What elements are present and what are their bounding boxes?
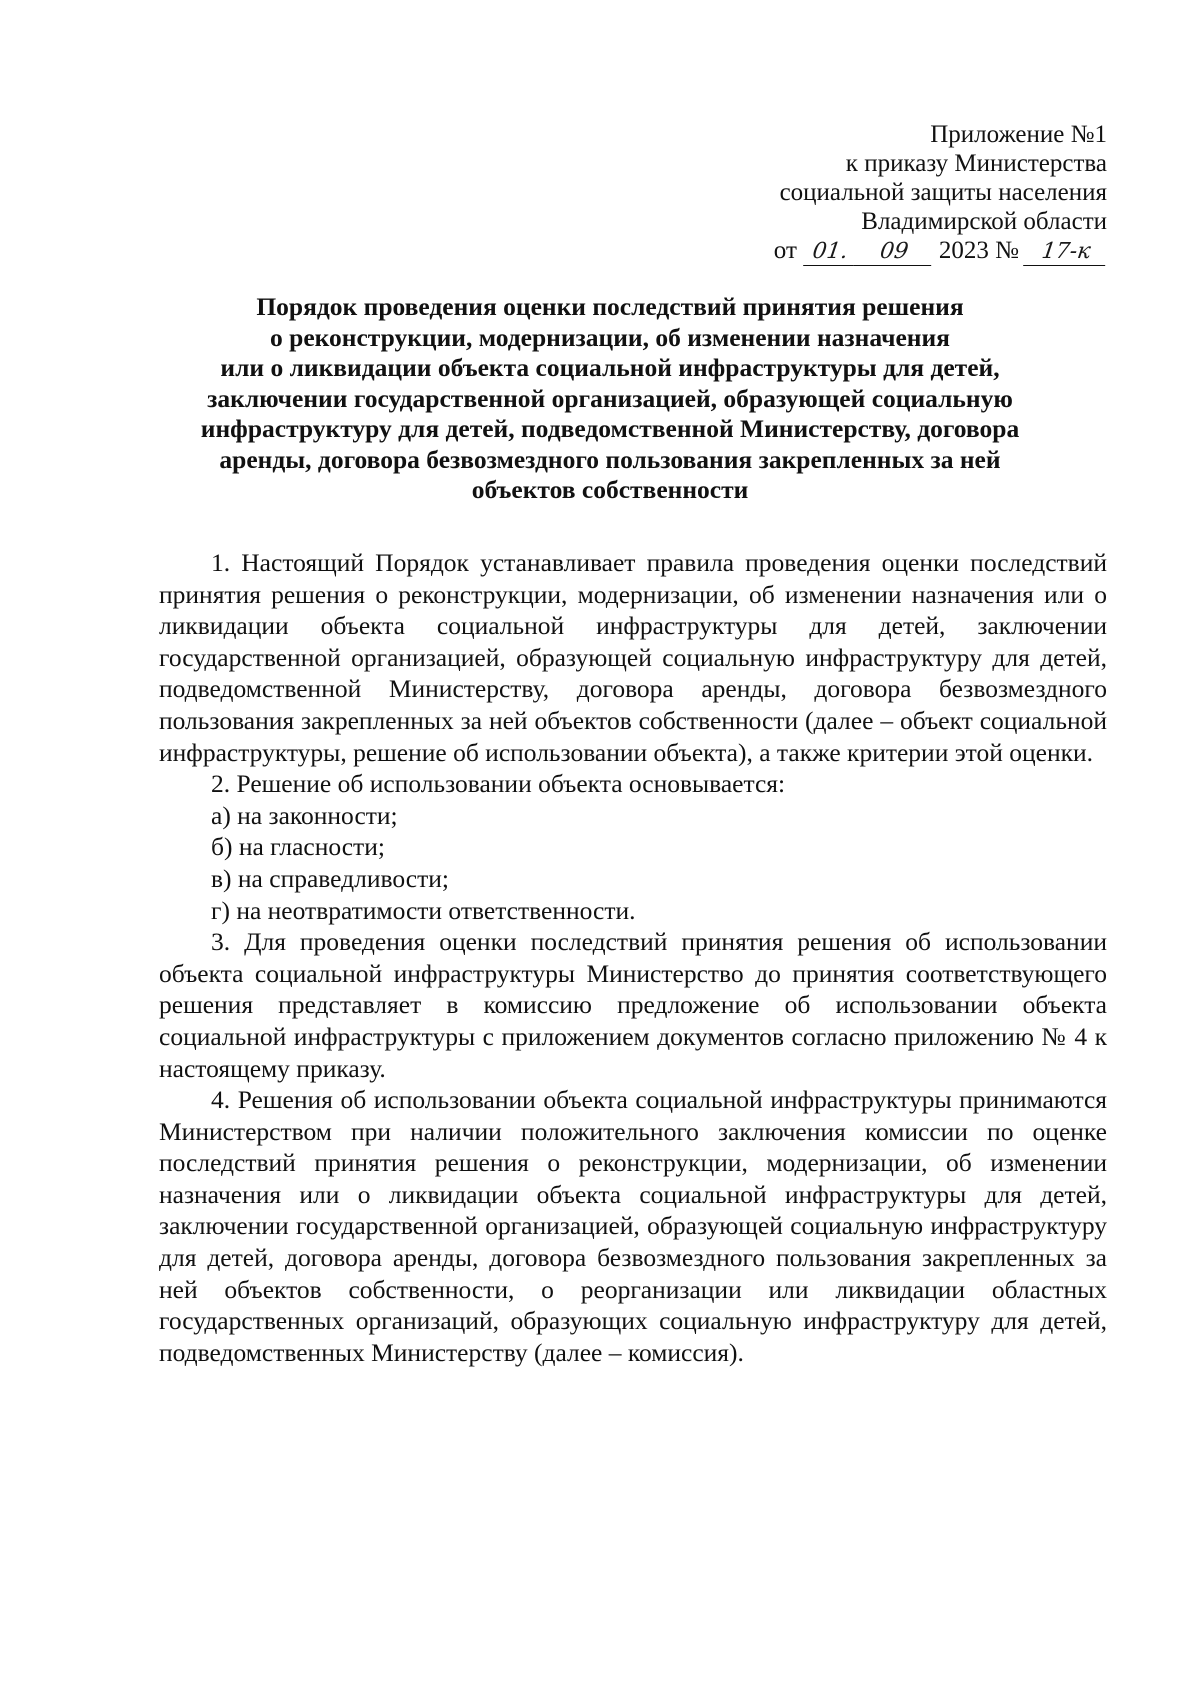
- appendix-ministry: социальной защиты населения: [779, 179, 1107, 206]
- title-line: аренды, договора безвозмездного пользования закрепленных за ней: [219, 444, 1001, 474]
- handwritten-order-number: 17-к: [1023, 239, 1109, 266]
- list-item-b: б) на гласности;: [211, 832, 385, 862]
- list-item-c: в) на справедливости;: [211, 863, 449, 893]
- appendix-order-ref: к приказу Министерства: [845, 150, 1107, 177]
- appendix-region: Владимирской области: [861, 208, 1107, 235]
- title-line: заключении государственной организацией, образующей социальную: [207, 383, 1013, 413]
- handwritten-month: 09: [853, 239, 935, 266]
- appendix-header: [587, 120, 1107, 266]
- handwritten-day: 01.: [803, 239, 857, 266]
- date-year-number-label: 2023 №: [938, 237, 1019, 264]
- list-item-d: г) на неотвратимости ответственности.: [211, 895, 636, 925]
- paragraph-4: 4. Решения об использовании объекта социальной инфраструктуры принимаются Министерством при наличии положительного заключения комиссии по оценке последствий принятия решения о реконструкции, модернизации, об изменении назначения или о ликвидации объекта социальной инфраструктуры для детей, заключении государственной организацией, образующей социальную инфраструктуру для детей, договора аренды, договора безвозмездного пользования закрепленных за ней объектов собственности, о реорганизации или ликвидации областных государственных организаций, образующих социальную инфраструктуру для детей, подведомственных Министерству (далее – комиссия).: [159, 1085, 1107, 1367]
- document-body: [159, 547, 1107, 1368]
- title-line: Порядок проведения оценки последствий принятия решения: [256, 292, 964, 321]
- list-item-a: а) на законности;: [211, 800, 398, 830]
- date-prefix: от: [773, 237, 797, 264]
- title-line: о реконструкции, модернизации, об изменении назначения: [270, 322, 950, 352]
- appendix-date-line: [587, 236, 1107, 266]
- paragraph-1: 1. Настоящий Порядок устанавливает правила проведения оценки последствий принятия решения о реконструкции, модернизации, об изменении назначения или о ликвидации объекта социальной инфраструктуры для детей, заключении государственной организацией, образующей социальную инфраструктуру для детей, подведомственной Министерству, договора аренды, договора безвозмездного пользования закрепленных за ней объектов собственности (далее – объект социальной инфраструктуры, решение об использовании объекта), а также критерии этой оценки.: [159, 548, 1107, 767]
- document-title: [150, 292, 1070, 506]
- paragraph-3: 3. Для проведения оценки последствий принятия решения об использовании объекта социальной инфраструктуры Министерство до принятия соответствующего решения представляет в комиссию предложение об использовании объекта социальной инфраструктуры с приложением документов согласно приложению № 4 к настоящему приказу.: [159, 927, 1107, 1083]
- paragraph-2: 2. Решение об использовании объекта основывается:: [211, 769, 786, 799]
- title-line: объектов собственности: [471, 475, 749, 504]
- appendix-title: Приложение №1: [930, 121, 1107, 148]
- title-line: инфраструктуру для детей, подведомственной Министерству, договора: [200, 414, 1020, 443]
- title-line: или о ликвидации объекта социальной инфраструктуры для детей,: [220, 353, 1000, 382]
